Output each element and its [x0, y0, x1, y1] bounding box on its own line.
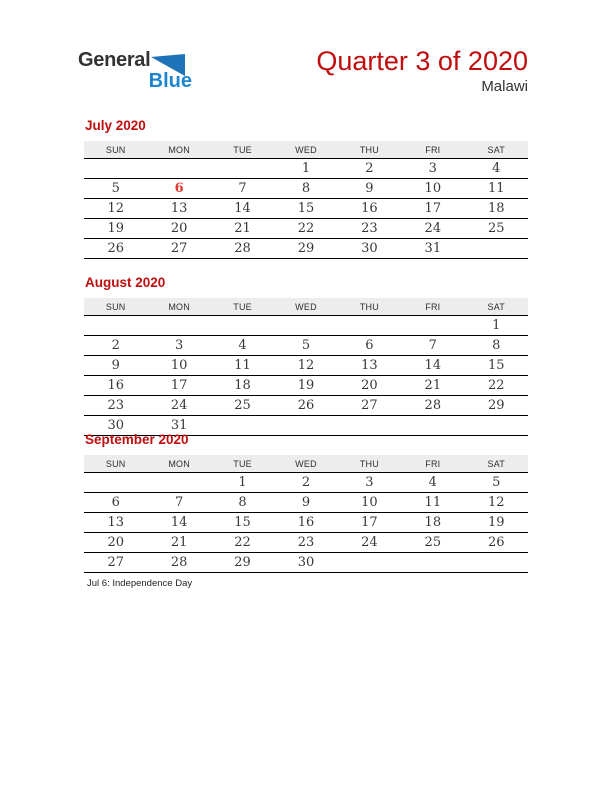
weekday-header: TUE — [211, 455, 274, 473]
day-cell: 19 — [274, 376, 337, 396]
day-cell: 2 — [274, 473, 337, 493]
day-cell: 30 — [274, 553, 337, 573]
day-cell: 30 — [84, 416, 147, 436]
day-cell: 11 — [211, 356, 274, 376]
day-cell: 13 — [84, 513, 147, 533]
calendar-july-2020 — [84, 117, 528, 259]
day-cell: 18 — [401, 513, 464, 533]
day-cell: 24 — [338, 533, 401, 553]
day-cell: 9 — [338, 179, 401, 199]
day-cell — [84, 159, 147, 179]
day-cell: 24 — [147, 396, 210, 416]
week-row — [84, 396, 528, 416]
day-cell: 6 — [84, 493, 147, 513]
week-row — [84, 376, 528, 396]
weekday-header: WED — [274, 455, 337, 473]
day-cell: 26 — [84, 239, 147, 259]
logo-blue-text: Blue — [148, 70, 192, 92]
week-row — [84, 513, 528, 533]
weekday-header-row — [84, 298, 528, 316]
day-cell — [465, 553, 528, 573]
day-cell: 30 — [338, 239, 401, 259]
week-row — [84, 316, 528, 336]
day-cell — [338, 553, 401, 573]
day-cell: 28 — [147, 553, 210, 573]
day-cell: 4 — [465, 159, 528, 179]
day-cell — [338, 316, 401, 336]
day-cell: 27 — [84, 553, 147, 573]
day-cell: 1 — [211, 473, 274, 493]
day-cell: 2 — [84, 336, 147, 356]
day-cell: 14 — [147, 513, 210, 533]
day-cell: 7 — [211, 179, 274, 199]
day-cell: 28 — [211, 239, 274, 259]
day-cell: 8 — [274, 179, 337, 199]
month-title: July 2020 — [85, 118, 146, 133]
weekday-header: SUN — [84, 141, 147, 159]
day-cell: 12 — [465, 493, 528, 513]
weekday-header-row — [84, 141, 528, 159]
day-cell: 5 — [465, 473, 528, 493]
day-cell: 14 — [211, 199, 274, 219]
day-cell: 15 — [465, 356, 528, 376]
day-cell: 9 — [84, 356, 147, 376]
weekday-header: THU — [338, 298, 401, 316]
week-row — [84, 356, 528, 376]
calendar-table-july — [84, 141, 528, 259]
day-cell: 26 — [465, 533, 528, 553]
week-row — [84, 553, 528, 573]
day-cell: 25 — [401, 533, 464, 553]
day-cell: 23 — [338, 219, 401, 239]
day-cell: 11 — [465, 179, 528, 199]
calendar-september-2020 — [84, 431, 528, 573]
week-row — [84, 199, 528, 219]
day-cell: 28 — [401, 396, 464, 416]
calendar-table-september — [84, 455, 528, 573]
day-cell: 13 — [147, 199, 210, 219]
day-cell: 29 — [274, 239, 337, 259]
day-cell — [84, 316, 147, 336]
day-cell: 3 — [338, 473, 401, 493]
day-cell: 18 — [211, 376, 274, 396]
day-cell: 12 — [84, 199, 147, 219]
general-blue-logo — [78, 50, 196, 90]
holiday-note: Jul 6: Independence Day — [87, 578, 193, 589]
week-row — [84, 473, 528, 493]
day-cell: 27 — [147, 239, 210, 259]
day-cell: 10 — [147, 356, 210, 376]
month-title: August 2020 — [85, 275, 166, 290]
weekday-header: FRI — [401, 141, 464, 159]
day-cell: 19 — [465, 513, 528, 533]
day-cell — [401, 553, 464, 573]
header-title-block — [316, 46, 528, 96]
day-cell — [401, 316, 464, 336]
day-cell — [465, 239, 528, 259]
day-cell: 19 — [84, 219, 147, 239]
day-cell: 7 — [401, 336, 464, 356]
logo-general-text: General — [78, 49, 151, 71]
day-cell: 22 — [211, 533, 274, 553]
week-row — [84, 159, 528, 179]
day-cell: 21 — [401, 376, 464, 396]
weekday-header-row — [84, 455, 528, 473]
calendar-table-august — [84, 298, 528, 436]
day-cell: 26 — [274, 396, 337, 416]
weekday-header: SUN — [84, 455, 147, 473]
day-cell: 13 — [338, 356, 401, 376]
day-cell: 15 — [211, 513, 274, 533]
day-cell: 11 — [401, 493, 464, 513]
day-cell: 7 — [147, 493, 210, 513]
day-cell: 21 — [147, 533, 210, 553]
day-cell — [147, 159, 210, 179]
week-row — [84, 239, 528, 259]
day-cell: 10 — [338, 493, 401, 513]
weekday-header: MON — [147, 298, 210, 316]
week-row — [84, 493, 528, 513]
day-cell: 20 — [84, 533, 147, 553]
day-cell: 21 — [211, 219, 274, 239]
day-cell: 16 — [84, 376, 147, 396]
day-cell: 17 — [338, 513, 401, 533]
page-title: Quarter 3 of 2020 — [316, 46, 528, 76]
day-cell: 8 — [465, 336, 528, 356]
day-cell: 31 — [147, 416, 210, 436]
day-cell: 10 — [401, 179, 464, 199]
day-cell: 5 — [274, 336, 337, 356]
day-cell: 23 — [274, 533, 337, 553]
day-cell: 4 — [401, 473, 464, 493]
day-cell: 8 — [211, 493, 274, 513]
calendar-august-2020 — [84, 274, 528, 436]
weekday-header: SAT — [465, 298, 528, 316]
day-cell — [147, 473, 210, 493]
day-cell: 17 — [401, 199, 464, 219]
day-cell: 12 — [274, 356, 337, 376]
day-cell: 16 — [274, 513, 337, 533]
week-row — [84, 533, 528, 553]
day-cell: 16 — [338, 199, 401, 219]
day-cell: 20 — [338, 376, 401, 396]
weekday-header: SUN — [84, 298, 147, 316]
weekday-header: FRI — [401, 298, 464, 316]
week-row — [84, 179, 528, 199]
weekday-header: MON — [147, 141, 210, 159]
day-cell: 5 — [84, 179, 147, 199]
day-cell — [147, 316, 210, 336]
day-cell: 1 — [465, 316, 528, 336]
weekday-header: WED — [274, 298, 337, 316]
day-cell: 22 — [274, 219, 337, 239]
day-cell: 4 — [211, 336, 274, 356]
day-cell: 2 — [338, 159, 401, 179]
weekday-header: THU — [338, 141, 401, 159]
weekday-header: SAT — [465, 455, 528, 473]
day-cell: 27 — [338, 396, 401, 416]
day-cell — [211, 159, 274, 179]
country-name: Malawi — [481, 78, 528, 95]
day-cell — [211, 316, 274, 336]
day-cell — [274, 316, 337, 336]
day-cell: 31 — [401, 239, 464, 259]
day-cell: 29 — [465, 396, 528, 416]
weekday-header: TUE — [211, 141, 274, 159]
day-cell: 23 — [84, 396, 147, 416]
day-cell: 17 — [147, 376, 210, 396]
day-cell: 3 — [147, 336, 210, 356]
day-cell: 15 — [274, 199, 337, 219]
weekday-header: WED — [274, 141, 337, 159]
weekday-header: THU — [338, 455, 401, 473]
day-cell: 24 — [401, 219, 464, 239]
month-title: September 2020 — [85, 432, 189, 447]
day-cell: 9 — [274, 493, 337, 513]
day-cell: 25 — [465, 219, 528, 239]
week-row — [84, 336, 528, 356]
week-row — [84, 219, 528, 239]
day-cell: 22 — [465, 376, 528, 396]
day-cell: 29 — [211, 553, 274, 573]
day-cell: 25 — [211, 396, 274, 416]
day-cell: 6 — [338, 336, 401, 356]
weekday-header: TUE — [211, 298, 274, 316]
weekday-header: FRI — [401, 455, 464, 473]
day-cell: 18 — [465, 199, 528, 219]
day-cell: 20 — [147, 219, 210, 239]
day-cell: 1 — [274, 159, 337, 179]
day-cell — [84, 473, 147, 493]
holiday-day-cell: 6 — [147, 179, 210, 199]
weekday-header: MON — [147, 455, 210, 473]
day-cell: 3 — [401, 159, 464, 179]
weekday-header: SAT — [465, 141, 528, 159]
day-cell: 14 — [401, 356, 464, 376]
